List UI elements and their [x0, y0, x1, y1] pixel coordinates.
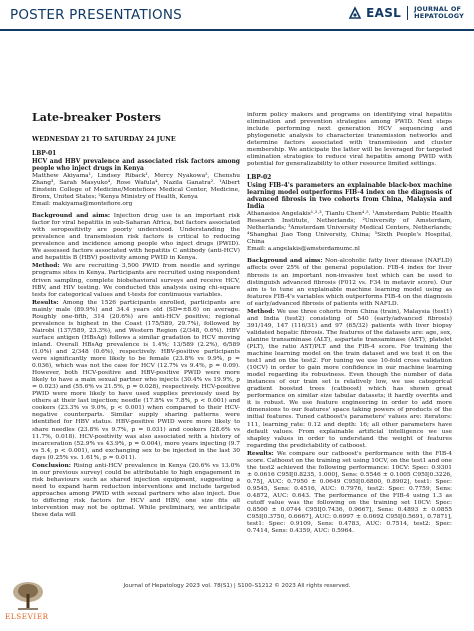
method-paragraph-lbp02 [247, 308, 452, 450]
page-title: Late-breaker Posters [32, 111, 161, 124]
results-paragraph-lbp01 [32, 299, 240, 462]
section-title: POSTER PRESENTATIONS [10, 7, 182, 23]
abstract-title-lbp02: Using FIB-4's parameters an explainable black-box machine learning model outperforms FIB-4 index on the diagnosis of advanced fibrosis in two cohorts from China, Malaysia and India [247, 182, 452, 211]
abstract-authors-lbp02: Athanasios Angelakis¹·²·³, Tianlu Chen⁴·⁵. ¹Amsterdam Public Health Research Institute, Netherlands; ²University of Amsterdam, Netherlands; ³Amsterdam University Medical Centers, Netherlands; ⁴Shanghai Jiao Tong University, China; ⁵Sixth People's Hospital, China [247, 211, 452, 246]
brand-journal-line2: HEPATOLOGY [414, 12, 464, 20]
abstract-id-lbp02: LBP-02 [247, 174, 272, 182]
abstract-email-lbp02[interactable]: Email: a.angelakis@amsterdamumc.nl [247, 246, 360, 253]
abstract-id-lbp01: LBP-01 [32, 150, 57, 158]
background-paragraph-lbp02 [247, 257, 452, 307]
abstract-title-lbp01: HCV and HBV prevalence and associated risk factors among people who inject drugs in Kenya [32, 158, 240, 173]
background-label: Background and aims: [32, 212, 111, 220]
continued-paragraph: inform policy makers and programs on identifying viral hepatitis elimination and prevention strategies among PWID. Next steps include performing next generation HCV sequencing and phylogenetic analysis to characterize transmission networks and determine factors associated with transmission and cluster membership. We anticipate the latter will be leveraged for targeted elimination strategies to reduce viral hepatitis among PWID with potential for generalizability to other resource limited settings. [247, 112, 452, 168]
page-footer [0, 578, 474, 631]
conclusion-label: Conclusion: [32, 461, 71, 469]
results-label: Results: [247, 449, 274, 457]
header-divider [0, 29, 474, 31]
results-paragraph-lbp02 [247, 450, 452, 536]
results-text: We compare our catboost's performance with the FIB-4 score. Catboost on the training set using 10CV, on the test1 and one the test2 achieved the following performance: 10CV: Spec: 0.9301 ± 0.0616 C95I[0.8235, 1.000], Sens: 0.5546 ± 0.1005 C95I[0.3226, 0.75], AUC: 0.7950 ± 0.0649 C95I[0.6800, 0.8902], test1: Spec: 0.9545, Sens: 0.4516, AUC: 0.7976, test2: Spec: 0.7759, Sens: 0.4872, AUC: 0.643. The performance of the FIB-4 using 1.3 as cutoff value was the following on the training set 10CV: Spec: 0.8500 ± 0.0744 C95I[0.7436, 0.9667], Sens: 0.4893 ± 0.0855 C95I[0.3750, 0.6667], AUC: 0.6997 ± 0.0692 C95I[0.5691, 0.7871], test1: Spec: 0.9109, Sens: 0.4783, AUC: 0.7514, test2: Spec: 0.7414, Sens: 0.4359, AUC: 0.5964. [247, 450, 452, 535]
right-column [247, 112, 452, 535]
method-label: Method: [32, 262, 60, 270]
journal-brand [348, 6, 464, 20]
abstract-email-lbp01[interactable]: Email: makiyama@montefiore.org [32, 201, 133, 208]
background-label: Background and aims: [247, 257, 323, 265]
method-paragraph-lbp01 [32, 262, 240, 298]
publisher-name: ELSEVIER [5, 612, 49, 621]
method-label: Method: [247, 307, 275, 315]
elsevier-tree-logo-icon [8, 580, 48, 612]
results-text: Among the 1526 participants enrolled, participants are mainly male (89.9%) and 34.4 years old (SD=±8.6) on average. Roughly one-fifth, 314 (20.6%) are anti-HCV positive; regional prevalence is highest in the Coast (175/589, 29.7%), followed by Nairobi (137/589, 23.3%), and Western Region (2/348, 0.6%). HBV surface antigen (HBsAg) follows a similar gradation to HCV moving inland. Overall HBsAg prevalence is 1.4%; 13/589 (2.2%), 6/589 (1.0%) and 2/348 (0.6%), respectively. HBV-positive participants were significantly more likely to be female (23.8% vs 9.9%, p = 0.036), which was not the case for HCV (12.7% vs 9.4%, p = 0.09). However, both HCV-positive and HBV-positive PWID were more likely to have a main sexual partner who injects (30.4% vs 19.9%, p = 0.023) and (55.6% vs 21.5%, p = 0.028), respectively. HCV-positive PWID were more likely to have used supplies previously used by others at their last injection; needle (17.8% vs 7.8%, p < 0.001) and cookers (23.3% vs 9.0%, p < 0.001) when compared to their HCV-negative counterparts. Similar supply sharing patterns were identified for HBV status. HBV-positive PWID were more likely to share needles (23.8% vs 9.7%, p = 0.031) and cookers (28.6% vs 11.7%, 0.018). HCV-positivity was also associated with a history of incarceration (52.9% vs 43.9%, p = 0.004), more years injecting (9.7 vs 5.4, p < 0.001), and exchanging sex to be injected in the last 30 days (0.25% vs. 1.61%, p = 0.011). [32, 299, 240, 461]
brand-easl: EASL [366, 6, 402, 20]
method-text: We are recruiting 3,500 PWID from needle and syringe programs sites in Kenya. Participants are recruited using respondent driven sampling, complete biobehavioral surveys and receive HCV, HBV, and HIV testing. We conducted this analysis using chi-square tests for categorical values and t-tests for continuous variables. [32, 263, 240, 298]
left-column [32, 130, 240, 519]
background-text: Non-alcoholic fatty liver disease (NAFLD) affects over 25% of the general population. FIB-4 index for liver fibrosis is an important non-invasive test which can be used to distinguish advanced fibrosis (F012 vs. F34 in metavir score). Our aim is to tune an explainable machine learning model using as features FIB-4's variables which outperforms FIB-4 on the diagnosis of early/advanced fibrosis of patients with NAFLD. [247, 258, 453, 307]
brand-journal-title [414, 6, 464, 20]
brand-journal-line1: JOURNAL OF [414, 5, 462, 13]
method-text: We use three cohorts from China (train), Malaysia (test1) and India (test2) consisting of 540 (early/advanced fibrosis) 391/149, 147 (116/31) and 97 (65/32) patients with liver biopsy validated hepatic fibrosis. The features of the datasets are: age, sex, alanine transaminase (ALT), aspartate transaminase (AST), platelet (PLT), the ratio AST/PLT and the FIB-4 score. For training the machine learning model on the train dataset and we test it on the test1 and on the test2. For tuning we use 10-fold cross validation (10CV) in order to gain more confidence in our machine learning model regarding its robustness. Even though the number of data instances of our train set is relatively low, we use categorical gradient boosted trees (catboost) which has shown great performance on similar size tabular datasets; it hardly overfits and it is robust. We use feature engineering in order to add more dimensions to our features' space taking powers of products of the initial features. Tuned catboost's parameters' values are: iterators: 111, learning_rate: 0.12 and depth: 16; all other parameters have default values. From explainable artificial intelligence we use shapley values in order to understand the weight of features regarding the predictability of catboost. [247, 308, 452, 449]
conclusion-paragraph-lbp01 [32, 462, 240, 519]
background-paragraph-lbp01 [32, 212, 240, 262]
date-line: WEDNESDAY 21 TO SATURDAY 24 JUNE [32, 136, 176, 143]
background-text: Injection drug use is an important risk factor for viral hepatitis in sub-Saharan Africa, but factors associated with seropositivity are poorly understood. Understanding the prevalence and transmission risk factors is critical to reducing prevalence and incidence among people who inject drugs (PWID). We assessed factors associated with hepatitis C antibody (anti-HCV) and hepatitis B (HBV) positivity among PWID in Kenya. [32, 213, 240, 262]
conclusion-text: Rising anti-HCV prevalence in Kenya (20.6% vs 13.0% in our previous survey) could be attributable to high engagement in risk behaviours such as shared injection equipment, suggesting a need to expand harm reduction interventions and include targeted approaches among PWID with sexual partners who also inject. Due to differing risk factors for HCV and HBV, one size fits all intervention may not be optimal. While preliminary, we anticipate these data will [32, 462, 240, 519]
easl-logo-icon [348, 6, 362, 20]
abstract-authors-lbp01: Matthew Akiyama¹, Lindsey Riback¹, Mercy Nyakowa², Chenshu Zhang³, Sarah Masyuko⁴, Rose Wafula⁴, Nazila Ganatra². ¹Albert Einstein College of Medicine/Montefiore Medical Center, Medicine, Bronx, United States; ²Kenya Ministry of Health, Kenya [32, 173, 240, 201]
footer-citation: Journal of Hepatology 2023 vol. 78(S1) | S100–S1212 © 2023 All rights reserved. [123, 583, 351, 589]
page-header [0, 0, 474, 52]
results-label: Results: [32, 298, 59, 306]
